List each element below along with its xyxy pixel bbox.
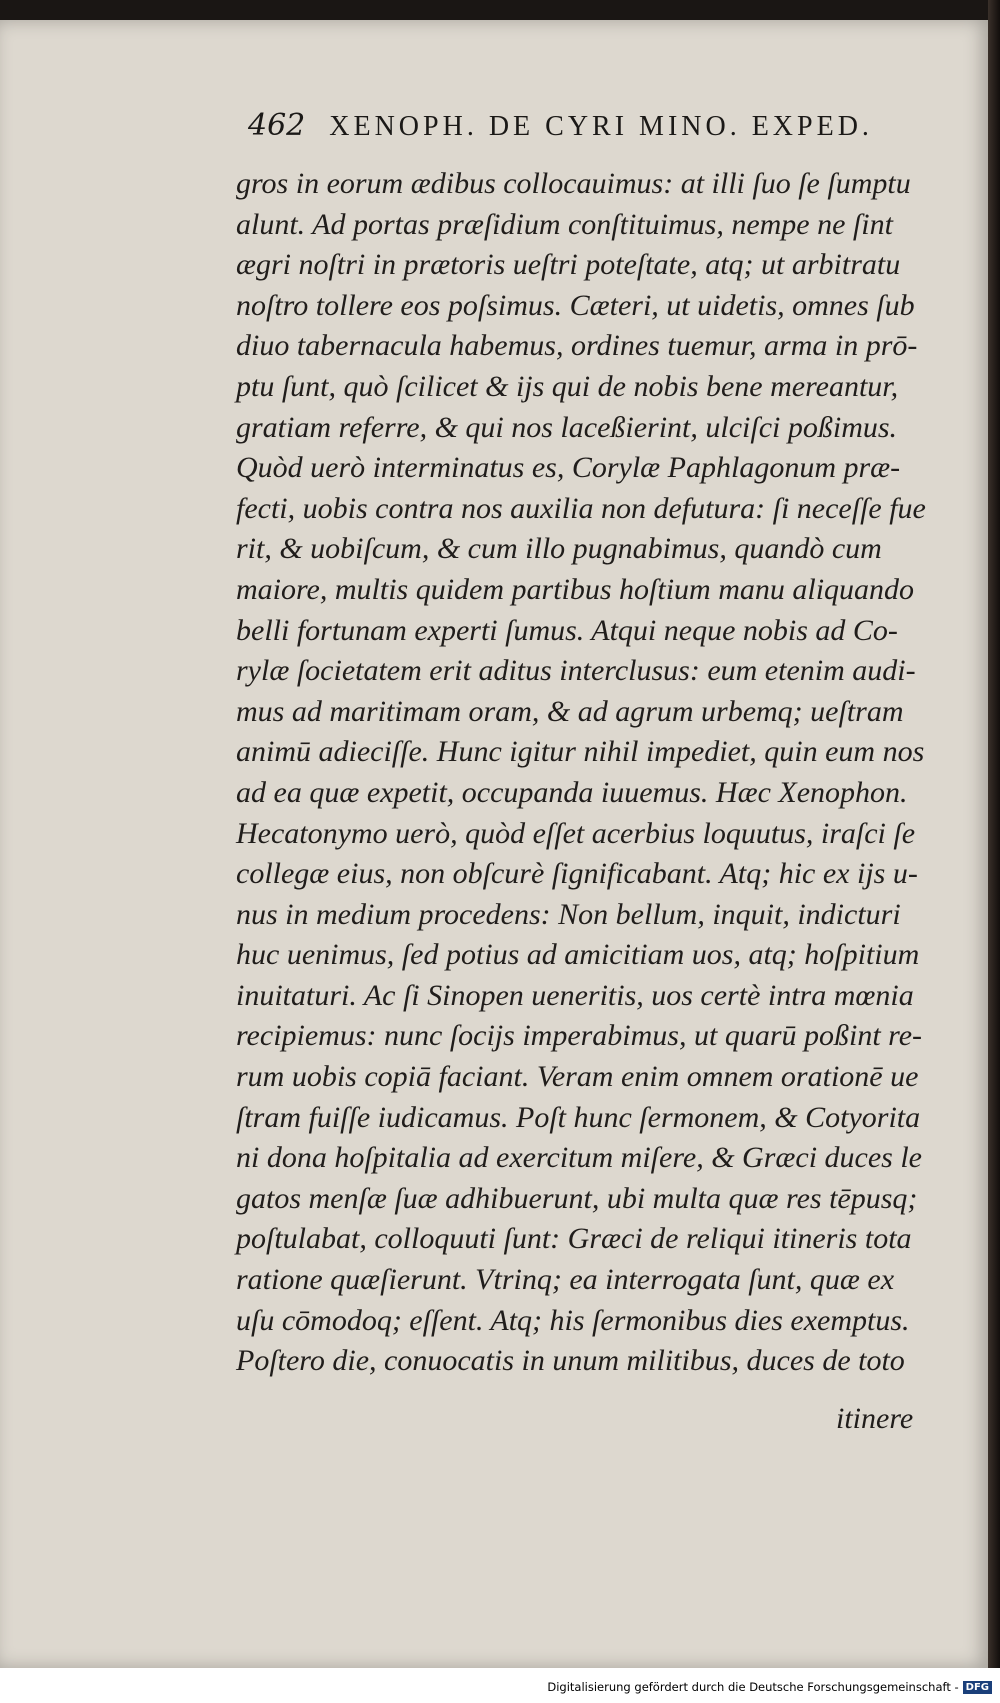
- text-line: huc uenimus, ſed potius ad amicitiam uos, atq; hoſpitium: [236, 938, 920, 972]
- footer-credit: [547, 1680, 992, 1694]
- footer-credit-text: Digitalisierung gefördert durch die Deutsche Forschungsgemeinschaft -: [547, 1680, 959, 1694]
- dfg-logo-icon: DFG: [963, 1681, 992, 1694]
- text-line: poſtulabat, colloquuti ſunt: Græci de reliqui itineris tota: [236, 1222, 912, 1256]
- text-line: Poſtero die, conuocatis in unum militibus, duces de toto: [236, 1344, 905, 1378]
- catchword: itinere: [836, 1402, 914, 1435]
- text-line: ægri noſtri in prætoris ueſtri poteſtate, atq; ut arbitratu: [236, 248, 901, 282]
- text-line: gratiam referre, & qui nos laceßierint, ulciſci poßimus.: [236, 410, 898, 444]
- text-line: ad ea quæ expetit, occupanda iuuemus. Hæc Xenophon.: [236, 775, 908, 809]
- page-number: 462: [248, 108, 306, 143]
- text-line: Hecatonymo uerò, quòd eſſet acerbius loquutus, iraſci ſe: [236, 816, 916, 850]
- text-line: rit, & uobiſcum, & cum illo pugnabimus, quandò cum: [236, 532, 882, 566]
- text-line: fecti, uobis contra nos auxilia non defutura: ſi neceſſe fue: [236, 491, 926, 525]
- text-line: gros in eorum ædibus collocauimus: at illi ſuo ſe ſumptu: [236, 167, 911, 200]
- book-spine-shadow: [988, 0, 1000, 1703]
- text-line: nus in medium procedens: Non bellum, inquit, indicturi: [236, 897, 901, 931]
- text-line: recipiemus: nunc ſocijs imperabimus, ut quarū poßint re-: [236, 1019, 923, 1053]
- text-line: maiore, multis quidem partibus hoſtium manu aliquando: [236, 572, 915, 606]
- text-line: belli fortunam experti ſumus. Atqui neque nobis ad Co-: [236, 613, 898, 647]
- text-line: inuitaturi. Ac ſi Sinopen ueneritis, uos certè intra mœnia: [236, 978, 914, 1012]
- text-line: uſu cōmodoq; eſſent. Atq; his ſermonibus dies exemptus.: [236, 1303, 910, 1337]
- body-text: [236, 164, 926, 1382]
- text-line: Quòd uerò interminatus es, Corylæ Paphlagonum præ-: [236, 451, 901, 485]
- text-line: diuo tabernacula habemus, ordines tuemur, arma in prō-: [236, 329, 918, 363]
- text-line: rum uobis copiā faciant. Veram enim omnem orationē ue: [236, 1060, 919, 1094]
- text-line: ratione quæſierunt. Vtrinq; ea interrogata ſunt, quæ ex: [236, 1263, 895, 1297]
- running-head: XENOPH. DE CYRI MINO. EXPED.: [329, 111, 873, 142]
- text-line: rylæ ſocietatem erit aditus interclusus: eum etenim audi-: [236, 654, 916, 688]
- text-line: alunt. Ad portas præſidium conſtituimus, nempe ne ſint: [236, 207, 893, 241]
- text-line: collegæ eius, non obſcurè ſignificabant. Atq; hic ex ijs u-: [236, 857, 918, 891]
- text-line: animū adieciſſe. Hunc igitur nihil impediet, quin eum nos: [236, 735, 925, 769]
- text-line: gatos menſæ ſuæ adhibuerunt, ubi multa quæ res tēpusq;: [236, 1181, 918, 1215]
- text-line: noſtro tollere eos poſsimus. Cæteri, ut uidetis, omnes ſub: [236, 288, 915, 322]
- text-line: mus ad maritimam oram, & ad agrum urbemq; ueſtram: [236, 694, 904, 728]
- text-line: ſtram fuiſſe iudicamus. Poſt hunc ſermonem, & Cotyorita: [236, 1100, 921, 1134]
- text-line: ni dona hoſpitalia ad exercitum miſere, & Græci duces le: [236, 1141, 922, 1175]
- text-line: ptu ſunt, quò ſcilicet & ijs qui de nobis bene mereantur,: [236, 369, 899, 403]
- page-header: [248, 108, 888, 168]
- book-page: [0, 20, 988, 1668]
